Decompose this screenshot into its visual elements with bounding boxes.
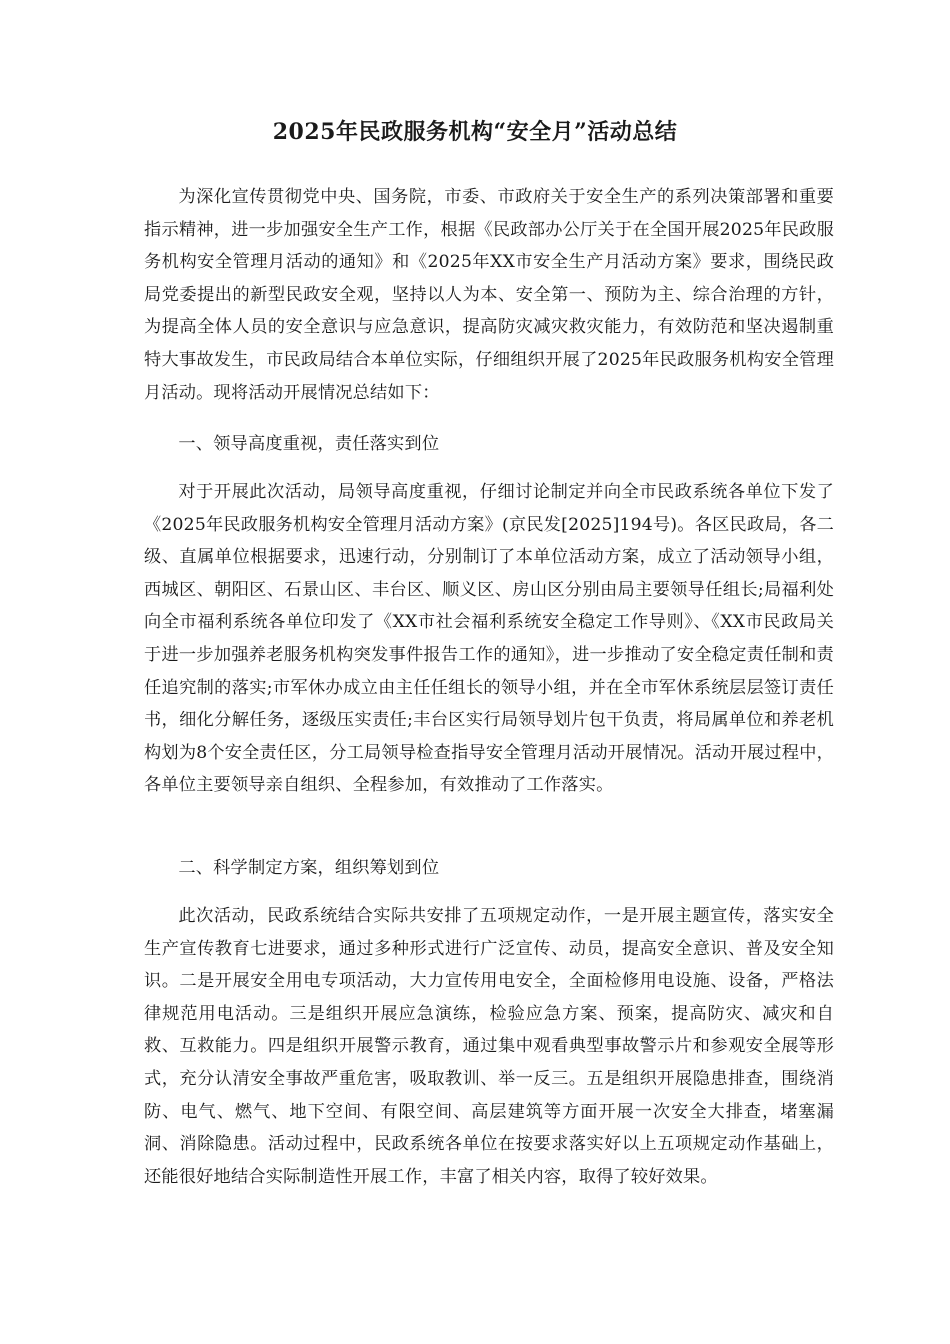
section-heading-1: 一、领导高度重视，责任落实到位 [178,434,440,454]
section-heading-2: 二、科学制定方案，组织筹划到位 [178,858,440,878]
intro-paragraph: 为深化宣传贯彻党中央、国务院，市委、市政府关于安全生产的系列决策部署和重要指示精神，进一步加强安全生产工作，根据《民政部办公厅关于在全国开展2025年民政服务机构安全管理月活动的通知》和《2025年XX市安全生产月活动方案》要求，围绕民政局党委提出的新型民政安全观，坚持以人为本、安全第一、预防为主、综合治理的方针，为提高全体人员的安全意识与应急意识，提高防灾减灾救灾能力，有效防范和坚决遏制重特大事故发生，市民政局结合本单位实际，仔细组织开展了2025年民政服务机构安全管理月活动。现将活动开展情况总结如下： [144,187,834,403]
section-body-2: 此次活动，民政系统结合实际共安排了五项规定动作，一是开展主题宣传，落实安全生产宣传教育七进要求，通过多种形式进行广泛宣传、动员，提高安全意识、普及安全知识。二是开展安全用电专项活动，大力宣传用电安全，全面检修用电设施、设备，严格法律规范用电活动。三是组织开展应急演练，检验应急方案、预案，提高防灾、减灾和自救、互救能力。四是组织开展警示教育，通过集中观看典型事故警示片和参观安全展等形式，充分认清安全事故严重危害，吸取教训、举一反三。五是组织开展隐患排查，围绕消防、电气、燃气、地下空间、有限空间、高层建筑等方面开展一次安全大排查，堵塞漏洞、消除隐患。活动过程中，民政系统各单位在按要求落实好以上五项规定动作基础上，还能很好地结合实际制造性开展工作，丰富了相关内容，取得了较好效果。 [144,906,834,1187]
document-title: 2025年民政服务机构“安全月”活动总结 [272,119,678,145]
section-body-1: 对于开展此次活动，局领导高度重视，仔细讨论制定并向全市民政系统各单位下发了《2025年民政服务机构安全管理月活动方案》(京民发[2025]194号)。各区民政局，各二级、直属单位根据要求，迅速行动，分别制订了本单位活动方案，成立了活动领导小组，西城区、朝阳区、石景山区、丰台区、顺义区、房山区分别由局主要领导任组长;局福利处向全市福利系统各单位印发了《XX市社会福利系统安全稳定工作导则》、《XX市民政局关于进一步加强养老服务机构突发事件报告工作的通知》，进一步推动了安全稳定责任制和责任追究制的落实;市军休办成立由主任任组长的领导小组，并在全市军休系统层层签订责任书，细化分解任务，逐级压实责任;丰台区实行局领导划片包干负责，将局属单位和养老机构划为8个安全责任区，分工局领导检查指导安全管理月活动开展情况。活动开展过程中，各单位主要领导亲自组织、全程参加，有效推动了工作落实。 [144,482,834,796]
